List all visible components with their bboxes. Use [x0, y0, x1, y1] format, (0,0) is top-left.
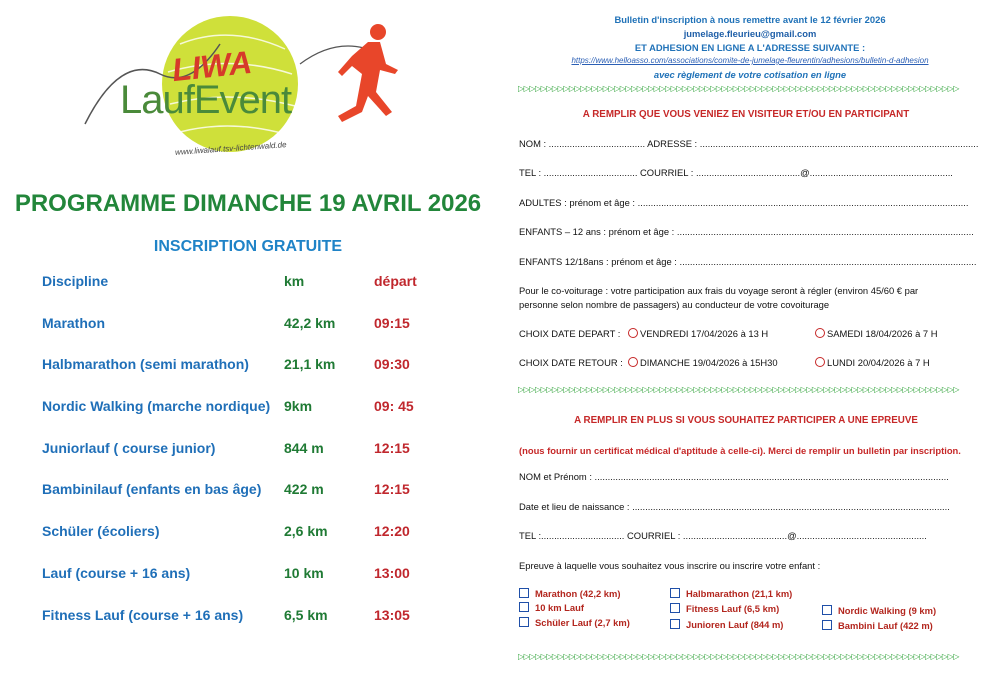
header-depart: départ — [374, 273, 417, 289]
checkbox-10km[interactable] — [519, 602, 584, 613]
row-depart: 12:15 — [374, 440, 410, 456]
row-km: 844 m — [284, 440, 324, 456]
program-row — [0, 565, 496, 587]
checkbox-label: Halbmarathon (21,1 km) — [686, 588, 793, 599]
program-title: PROGRAMME DIMANCHE 19 AVRIL 2026 — [14, 190, 482, 217]
program-row — [0, 481, 496, 503]
header-km: km — [284, 273, 305, 289]
depart-option-2[interactable] — [815, 328, 937, 339]
checkbox-label: Bambini Lauf (422 m) — [838, 620, 933, 631]
form-url-wrap — [500, 56, 993, 65]
checkbox-label: 10 km Lauf — [535, 602, 584, 613]
row-discipline: Schüler (écoliers) — [42, 523, 160, 539]
checkbox-bambini[interactable] — [822, 620, 933, 631]
retour-option-2-label: LUNDI 20/04/2026 à 7 H — [827, 357, 930, 368]
row-depart: 12:20 — [374, 523, 410, 539]
helloasso-link[interactable]: https://www.helloasso.com/associations/comite-de-jumelage-fleurentin/adhesions/bulletin-d-adhesion — [571, 56, 929, 65]
program-row — [0, 356, 496, 378]
arrow-divider: ▷▷▷▷▷▷▷▷▷▷▷▷▷▷▷▷▷▷▷▷▷▷▷▷▷▷▷▷▷▷▷▷▷▷▷▷▷▷▷▷▷▷▷▷▷▷▷▷▷▷▷▷▷▷▷▷▷▷▷▷▷▷▷▷▷▷▷▷▷▷▷▷▷▷▷▷▷▷ — [518, 84, 959, 93]
nom-prenom-field[interactable]: NOM et Prénom : ........................................................................................................................................ — [519, 471, 949, 482]
row-km: 21,1 km — [284, 356, 336, 372]
covoiturage-note-line1: Pour le co-voiturage : votre participation aux frais du voyage seront à régler (environ 45/60 € par — [519, 285, 919, 296]
checkbox-icon[interactable] — [822, 605, 832, 615]
enfants-12-18-field[interactable]: ENFANTS 12/18ans : prénom et âge : .................................................................................................................. — [519, 256, 977, 267]
row-depart: 09: 45 — [374, 398, 414, 414]
row-discipline: Halbmarathon (semi marathon) — [42, 356, 249, 372]
inscription-label: INSCRIPTION GRATUITE — [153, 238, 343, 255]
header-discipline: Discipline — [42, 273, 109, 289]
retour-label: CHOIX DATE RETOUR : — [519, 357, 623, 368]
naissance-field[interactable]: Date et lieu de naissance : .......................................................................................................................... — [519, 501, 950, 512]
row-discipline: Bambinilauf (enfants en bas âge) — [42, 481, 262, 497]
row-depart: 13:05 — [374, 607, 410, 623]
section1-heading: A REMPLIR QUE VOUS VENIEZ EN VISITEUR ET/OU EN PARTICIPANT — [582, 109, 910, 120]
program-row — [0, 315, 496, 337]
row-depart: 12:15 — [374, 481, 410, 497]
checkbox-schueler[interactable] — [519, 617, 630, 628]
row-discipline: Lauf (course + 16 ans) — [42, 565, 191, 581]
row-discipline: Fitness Lauf (course + 16 ans) — [42, 607, 244, 623]
radio-icon[interactable] — [815, 328, 825, 338]
covoiturage-note-line2: personne selon nombre de passagers) au conducteur de votre covoiturage — [519, 299, 830, 310]
program-row — [0, 523, 496, 545]
checkbox-nordic-walking[interactable] — [822, 605, 936, 616]
radio-icon[interactable] — [628, 357, 638, 367]
row-km: 6,5 km — [284, 607, 328, 623]
retour-option-2[interactable] — [815, 357, 930, 368]
adultes-field[interactable]: ADULTES : prénom et âge : ............................................................................................................................... — [519, 197, 969, 208]
row-km: 2,6 km — [284, 523, 328, 539]
program-row — [0, 440, 496, 462]
logo-url: www.liwalauf.tsv-lichtenwald.de — [174, 140, 287, 157]
checkbox-icon[interactable] — [670, 603, 680, 613]
depart-option-1-label: VENDREDI 17/04/2026 à 13 H — [640, 328, 769, 339]
logo-word-liwa: LIWA — [170, 43, 254, 89]
row-km: 10 km — [284, 565, 324, 581]
row-depart: 13:00 — [374, 565, 410, 581]
checkbox-icon[interactable] — [519, 617, 529, 627]
checkbox-label: Marathon (42,2 km) — [535, 588, 621, 599]
row-km: 42,2 km — [284, 315, 336, 331]
form-deadline: Bulletin d'inscription à nous remettre avant le 12 février 2026 — [614, 14, 886, 25]
checkbox-icon[interactable] — [670, 619, 680, 629]
checkbox-label: Junioren Lauf (844 m) — [686, 619, 784, 630]
enfants-12-field[interactable]: ENFANTS – 12 ans : prénom et âge : .................................................................................................................. — [519, 226, 974, 237]
radio-icon[interactable] — [628, 328, 638, 338]
certificat-note: (nous fournir un certificat médical d'aptitude à celle-ci). Merci de remplir un bulletin par inscription. — [519, 445, 961, 456]
checkbox-icon[interactable] — [519, 602, 529, 612]
program-row — [0, 398, 496, 420]
arrow-divider: ▷▷▷▷▷▷▷▷▷▷▷▷▷▷▷▷▷▷▷▷▷▷▷▷▷▷▷▷▷▷▷▷▷▷▷▷▷▷▷▷▷▷▷▷▷▷▷▷▷▷▷▷▷▷▷▷▷▷▷▷▷▷▷▷▷▷▷▷▷▷▷▷▷▷▷▷▷▷ — [518, 385, 959, 394]
checkbox-icon[interactable] — [822, 620, 832, 630]
checkbox-label: Schüler Lauf (2,7 km) — [535, 617, 630, 628]
tel-courriel-field-2[interactable]: TEL :................................ COURRIEL : ........................................@.................................................. — [519, 530, 927, 541]
checkbox-marathon[interactable] — [519, 588, 620, 599]
row-km: 422 m — [284, 481, 324, 497]
form-email[interactable]: jumelage.fleurieu@gmail.com — [683, 28, 817, 39]
program-header-row — [0, 273, 496, 295]
nom-adresse-field[interactable]: NOM : ..................................... ADRESSE : ........................................................................................................... — [519, 138, 979, 149]
program-row — [0, 607, 496, 629]
arrow-divider: ▷▷▷▷▷▷▷▷▷▷▷▷▷▷▷▷▷▷▷▷▷▷▷▷▷▷▷▷▷▷▷▷▷▷▷▷▷▷▷▷▷▷▷▷▷▷▷▷▷▷▷▷▷▷▷▷▷▷▷▷▷▷▷▷▷▷▷▷▷▷▷▷▷▷▷▷▷▷ — [518, 652, 959, 661]
checkbox-halbmarathon[interactable] — [670, 588, 792, 599]
row-discipline: Marathon — [42, 315, 105, 331]
row-depart: 09:30 — [374, 356, 410, 372]
logo-word-laufevent: LaufEvent — [120, 78, 292, 122]
depart-option-2-label: SAMEDI 18/04/2026 à 7 H — [827, 328, 938, 339]
checkbox-fitness[interactable] — [670, 603, 779, 614]
row-km: 9km — [284, 398, 313, 414]
form-adhesion-heading: ET ADHESION EN LIGNE A L'ADRESSE SUIVANTE : — [634, 42, 866, 53]
checkbox-junioren[interactable] — [670, 619, 783, 630]
tel-courriel-field[interactable]: TEL : .................................... COURRIEL : ........................................@....................................................... — [519, 167, 953, 178]
radio-icon[interactable] — [815, 357, 825, 367]
checkbox-icon[interactable] — [670, 588, 680, 598]
checkbox-label: Fitness Lauf (6,5 km) — [686, 603, 780, 614]
form-cotisation-note: avec règlement de votre cotisation en ligne — [653, 69, 847, 80]
row-depart: 09:15 — [374, 315, 410, 331]
retour-option-1-label: DIMANCHE 19/04/2026 à 15H30 — [640, 357, 778, 368]
section2-heading: A REMPLIR EN PLUS SI VOUS SOUHAITEZ PARTICIPER A UNE EPREUVE — [574, 415, 918, 426]
retour-option-1[interactable] — [628, 357, 778, 368]
row-discipline: Nordic Walking (marche nordique) — [42, 398, 271, 414]
row-discipline: Juniorlauf ( course junior) — [42, 440, 216, 456]
depart-label: CHOIX DATE DEPART : — [519, 328, 621, 339]
checkbox-label: Nordic Walking (9 km) — [838, 605, 937, 616]
liwa-logo — [80, 14, 420, 169]
checkbox-icon[interactable] — [519, 588, 529, 598]
epreuve-prompt: Epreuve à laquelle vous souhaitez vous inscrire ou inscrire votre enfant : — [519, 560, 821, 571]
depart-option-1[interactable] — [628, 328, 768, 339]
